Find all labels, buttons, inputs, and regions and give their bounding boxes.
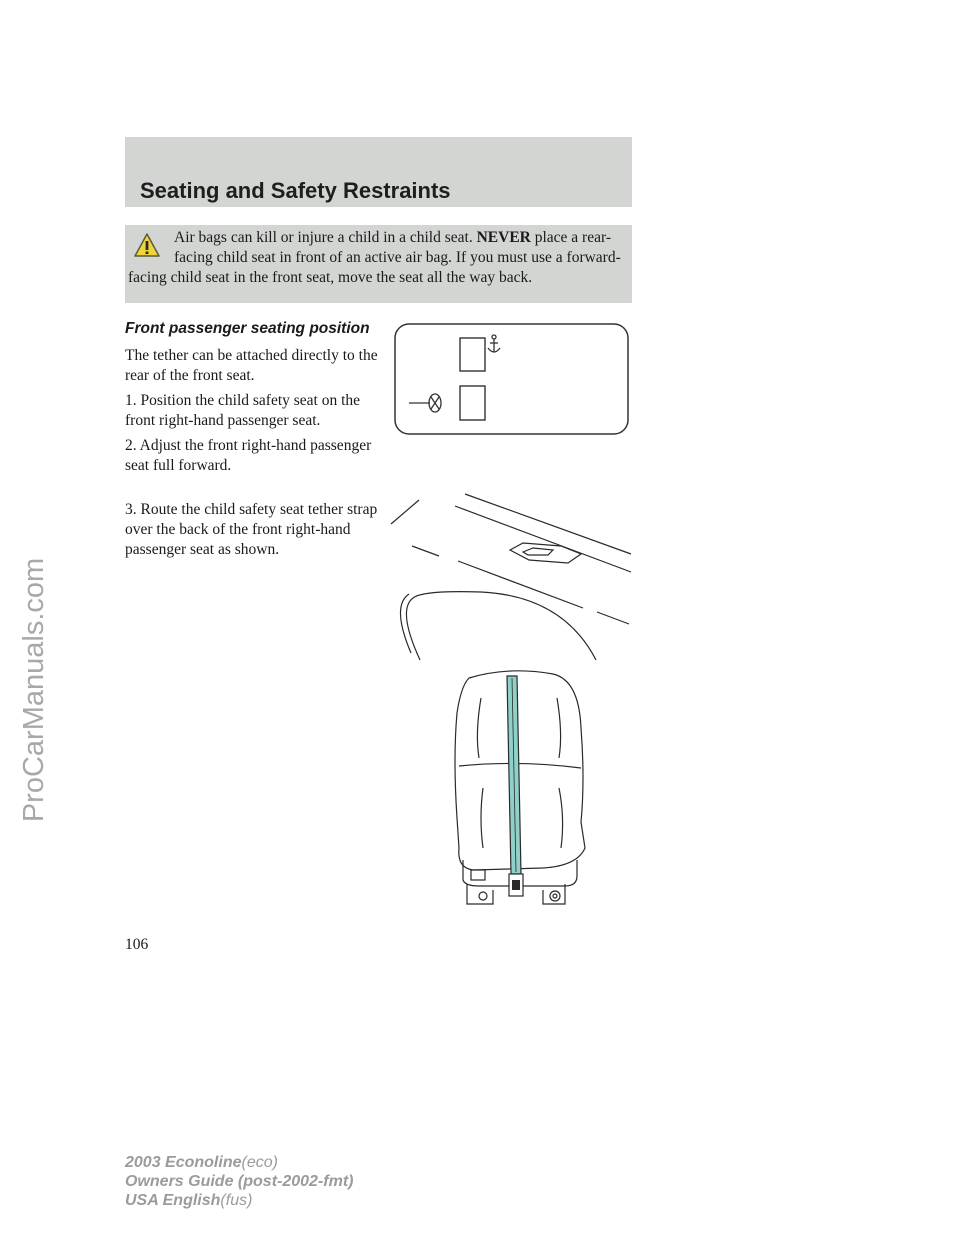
footer-language-code: (fus)	[220, 1192, 253, 1209]
seat-tether-strap-illustration	[383, 488, 635, 910]
step-2: 2. Adjust the front right-hand passenger seat full forward.	[125, 437, 372, 474]
watermark	[8, 330, 58, 1050]
document-footer	[125, 1153, 353, 1210]
warning-text	[128, 228, 622, 288]
warning-text-start: Air bags can kill or injure a child in a child seat.	[174, 229, 477, 246]
footer-model-code: (eco)	[241, 1154, 278, 1171]
paragraph-tether: The tether can be attached directly to the rear of the front seat.	[125, 347, 378, 384]
section-title: Seating and Safety Restraints	[140, 178, 451, 203]
page-number: 106	[125, 936, 149, 953]
warning-text-end: place a rear-facing child seat in front of an active air bag. If you must use a forward-facing child seat in the front seat, move the seat all the way back.	[128, 229, 621, 286]
subheading: Front passenger seating position	[125, 320, 370, 337]
watermark-text: ProCarManuals.com	[18, 557, 50, 823]
footer-guide: Owners Guide (post-2002-fmt)	[125, 1173, 354, 1190]
tether-anchor-diagram	[393, 322, 631, 436]
footer-language: USA English	[125, 1192, 221, 1209]
footer-line-3	[125, 1191, 353, 1210]
step-1: 1. Position the child safety seat on the front right-hand passenger seat.	[125, 392, 361, 429]
footer-model: 2003 Econoline	[125, 1154, 242, 1171]
footer-line-1	[125, 1153, 353, 1172]
warning-emphasis: NEVER	[476, 229, 531, 246]
step-3: 3. Route the child safety seat tether strap over the back of the front right-hand passenger seat as shown.	[125, 501, 378, 558]
footer-line-2	[125, 1172, 353, 1191]
